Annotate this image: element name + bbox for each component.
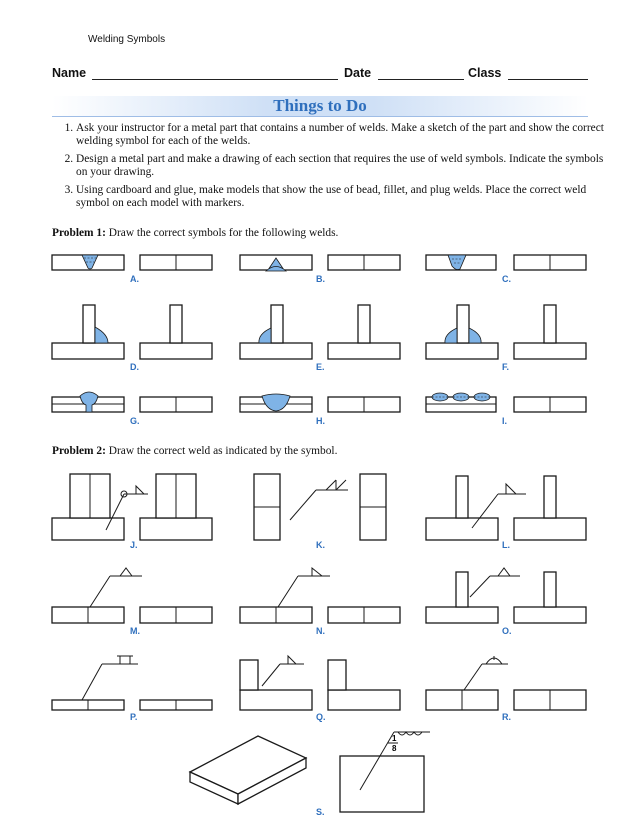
class-label: Class (468, 66, 502, 80)
name-label: Name (52, 66, 87, 80)
problem-2-text: Draw the correct weld as indicated by the symbol. (105, 445, 338, 457)
activity-item: 1. Ask your instructor for a metal part that contains a number of welds. Make a sketch of the part and show the correct welding symbol for each of the welds. (76, 122, 612, 148)
figure-l (426, 476, 586, 540)
section-title: Things to Do (273, 96, 367, 115)
problem-1-label: Problem 1: (52, 227, 106, 239)
figure-label: O. (502, 626, 512, 636)
figure-label: Q. (316, 712, 326, 722)
figure-label: I. (502, 416, 508, 426)
figure-f (426, 305, 586, 359)
date-label: Date (344, 66, 372, 80)
figure-i (426, 393, 586, 412)
figure-p (52, 656, 212, 710)
problem-2-label: Problem 2: (52, 445, 106, 457)
figure-e (240, 305, 400, 359)
figure-label: M. (130, 626, 140, 636)
fraction-numerator: 1 (392, 734, 397, 743)
figure-label: B. (316, 274, 325, 284)
worksheet-header: Welding Symbols (88, 34, 166, 45)
figure-d (52, 305, 212, 359)
figure-label: K. (316, 540, 325, 550)
figure-b (240, 255, 400, 271)
figure-k (254, 474, 386, 540)
figure-label: C. (502, 274, 511, 284)
figure-label: H. (316, 416, 325, 426)
problem-1-text: Draw the correct symbols for the following welds. (105, 227, 339, 239)
figure-label: G. (130, 416, 140, 426)
figure-label: S. (316, 807, 325, 817)
figure-g (52, 392, 212, 412)
activity-item: 2. Design a metal part and make a drawing of each section that requires the use of weld symbols. Indicate the symbols on your drawing. (76, 153, 612, 179)
figure-h (240, 394, 400, 412)
figure-s (190, 732, 430, 812)
figure-m (52, 568, 212, 623)
figure-label: N. (316, 626, 325, 636)
fraction-denominator: 8 (392, 744, 397, 753)
figure-a (52, 255, 212, 270)
figure-label: P. (130, 712, 138, 722)
figure-label: A. (130, 274, 139, 284)
figure-label: R. (502, 712, 511, 722)
activity-item: 3. Using cardboard and glue, make models that show the use of bead, fillet, and plug welds. Place the correct weld symbol on each model with markers. (76, 184, 612, 210)
figure-r (426, 656, 586, 710)
figure-label: E. (316, 362, 325, 372)
figure-o (426, 568, 586, 623)
figure-label: D. (130, 362, 139, 372)
figure-c (426, 255, 586, 270)
figure-label: L. (502, 540, 510, 550)
figure-j (52, 474, 212, 540)
figure-n (240, 568, 400, 623)
figure-q (240, 656, 400, 710)
figure-label: J. (130, 540, 138, 550)
figure-label: F. (502, 362, 510, 372)
